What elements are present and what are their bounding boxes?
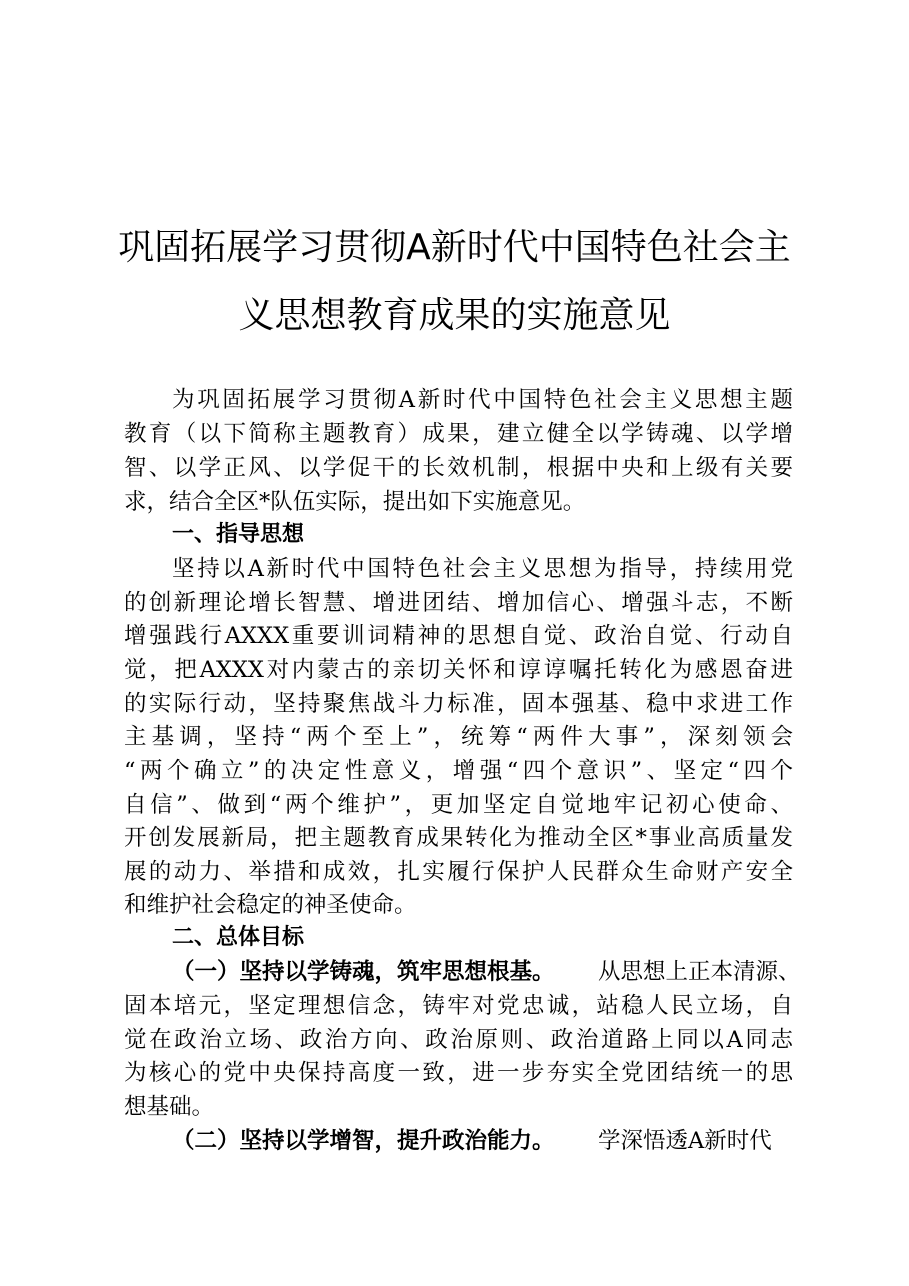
section-heading-guiding-ideology: 一、指导思想 xyxy=(172,522,305,547)
paragraph-line: 固本培元，坚定理想信念，铸牢对党忠诚，站稳人民立场，自 xyxy=(124,993,793,1019)
document-title-line-1: 巩固拓展学习贯彻A新时代中国特色社会主 xyxy=(118,227,791,268)
paragraph-line: 坚持以A新时代中国特色社会主义思想为指导，持续用党 xyxy=(172,556,793,582)
paragraph-line: 增强践行AXXX重要训词精神的思想自觉、政治自觉、行动自 xyxy=(124,623,793,649)
paragraph-line: 和维护社会稳定的神圣使命。 xyxy=(124,892,417,918)
item-lead-2: （二）坚持以学增智，提升政治能力。 xyxy=(172,1128,555,1154)
intro-line: 为巩固拓展学习贯彻A新时代中国特色社会主义思想主题 xyxy=(172,387,793,413)
paragraph-line: 自信”、做到“两个维护”，更加坚定自觉地牢记初心使命、 xyxy=(124,792,793,818)
paragraph-line: 主基调，坚持“两个至上”，统筹“两件大事”，深刻领会 xyxy=(124,724,793,750)
intro-line: 求，结合全区*队伍实际，提出如下实施意见。 xyxy=(124,489,586,515)
intro-line: 教育（以下简称主题教育）成果，建立健全以学铸魂、以学增 xyxy=(124,421,793,447)
paragraph-line: 开创发展新局，把主题教育成果转化为推动全区*事业高质量发 xyxy=(124,825,793,851)
paragraph-line: 的实际行动，坚持聚焦战斗力标准，固本强基、稳中求进工作 xyxy=(124,691,793,717)
item-text-1: 从思想上正本清源、 xyxy=(598,959,801,985)
paragraph-line: 展的动力、举措和成效，扎实履行保护人民群众生命财产安全 xyxy=(124,859,793,885)
item-text-2: 学深悟透A新时代 xyxy=(598,1128,772,1154)
paragraph-line: 的创新理论增长智慧、增进团结、增加信心、增强斗志，不断 xyxy=(124,590,793,616)
paragraph-line: 觉，把AXXX对内蒙古的亲切关怀和谆谆嘱托转化为感恩奋进 xyxy=(124,657,793,683)
paragraph-line: 为核心的党中央保持高度一致，进一步夯实全党团结统一的思 xyxy=(124,1060,793,1086)
item-lead-1: （一）坚持以学铸魂，筑牢思想根基。 xyxy=(172,959,555,985)
paragraph-line: 觉在政治立场、政治方向、政治原则、政治道路上同以A同志 xyxy=(124,1027,793,1053)
section-heading-overall-goals: 二、总体目标 xyxy=(172,925,305,950)
intro-line: 智、以学正风、以学促干的长效机制，根据中央和上级有关要 xyxy=(124,455,793,481)
document-title-line-2: 义思想教育成果的实施意见 xyxy=(238,295,671,336)
paragraph-line: 想基础。 xyxy=(124,1094,215,1120)
paragraph-line: “两个确立”的决定性意义，增强“四个意识”、坚定“四个 xyxy=(124,758,793,784)
